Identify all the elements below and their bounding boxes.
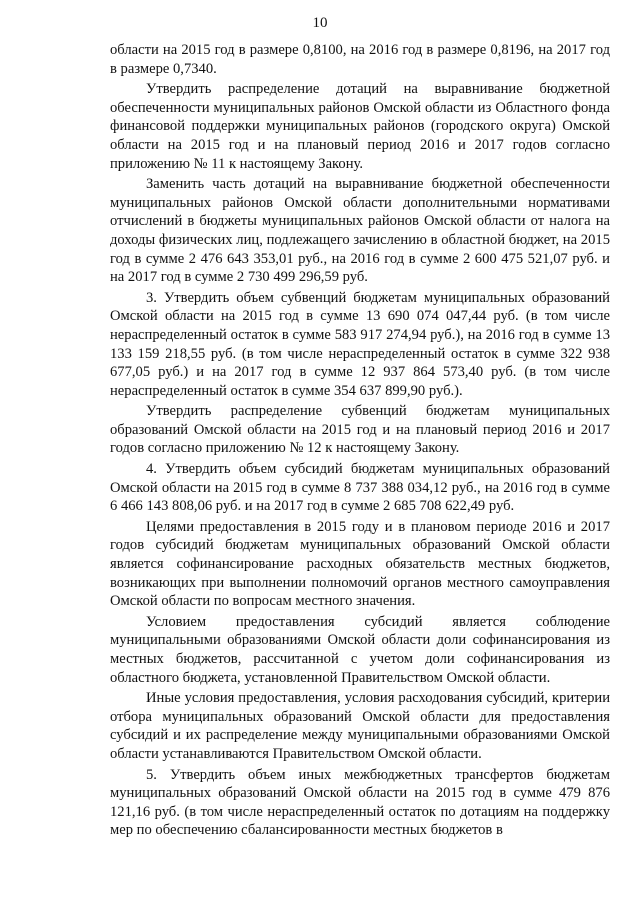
paragraph-continuation: области на 2015 год в размере 0,8100, на 2016 год в размере 0,8196, на 2017 год в размере 0,7340. bbox=[110, 42, 610, 77]
paragraph-subvention-distribution: Утвердить распределение субвенций бюджетам муниципальных образований Омской области на 2015 год и на плановый период 2016 и 2017 годов согласно приложению № 12 к настоящему Закону. bbox=[110, 403, 610, 457]
paragraph-subsidy-condition: Условием предоставления субсидий является соблюдение муниципальными образованиями Омской области доли софинансирования из местных бюджетов, рассчитанной с учетом доли софинансирования из областного бюджета, установленной Правительством Омской области. bbox=[110, 613, 610, 686]
paragraph-item-4-subsidies: 4. Утвердить объем субсидий бюджетам муниципальных образований Омской области на 2015 год в сумме 8 737 388 034,12 руб., на 2016 год в сумме 6 466 143 808,06 руб. и на 2017 год в сумме 2 685 708 622,49 руб. bbox=[110, 461, 610, 515]
page-number: 10 bbox=[312, 15, 328, 31]
paragraph-subsidy-goals: Целями предоставления в 2015 году и в плановом периоде 2016 и 2017 годов субсидий бюджетам муниципальных образований Омской области является софинансирование расходных обязательств местных бюджетов, возникающих при выполнении полномочий органов местного самоуправления Омской области по вопросам местного значения. bbox=[110, 518, 610, 610]
paragraph-item-5-transfers: 5. Утвердить объем иных межбюджетных трансфертов бюджетам муниципальных образований Омской области на 2015 год в сумме 479 876 121,16 руб. (в том числе нераспределенный остаток по дотациям на поддержку мер по обеспечению сбалансированности местных бюджетов в bbox=[110, 766, 610, 839]
paragraph-dotation-distribution: Утвердить распределение дотаций на выравнивание бюджетной обеспеченности муниципальных районов Омской области из Областного фонда финансовой поддержки муниципальных районов (городского округа) Омской области на 2015 год и на плановый период 2016 и 2017 годов согласно приложению № 11 к настоящему Закону. bbox=[110, 81, 610, 172]
document-body bbox=[110, 41, 610, 842]
paragraph-other-conditions: Иные условия предоставления, условия расходования субсидий, критерии отбора муниципальных образований Омской области для предоставления субсидий и их распределение между муниципальными образованиями Омской области устанавливаются Правительством Омской области. bbox=[110, 690, 610, 762]
paragraph-dotation-replacement: Заменить часть дотаций на выравнивание бюджетной обеспеченности муниципальных районов Омской области дополнительными нормативами отчислений в бюджеты муниципальных районов Омской области от налога на доходы физических лиц, подлежащего зачислению в областной бюджет, на 2015 год в сумме 2 476 643 353,01 руб., на 2016 год в сумме 2 600 475 521,07 руб. и на 2017 год в сумме 2 730 499 296,59 руб. bbox=[110, 176, 610, 286]
paragraph-item-3-subventions: 3. Утвердить объем субвенций бюджетам муниципальных образований Омской области на 2015 год в сумме 13 690 074 047,44 руб. (в том числе нераспределенный остаток в сумме 583 917 274,94 руб.), на 2016 год в сумме 13 133 159 218,55 руб. (в том числе нераспределенный остаток в сумме 322 938 677,05 руб.) и на 2017 год в сумме 12 937 864 573,40 руб. (в том числе нераспределенный остаток в сумме 354 637 899,90 руб.). bbox=[110, 289, 610, 399]
